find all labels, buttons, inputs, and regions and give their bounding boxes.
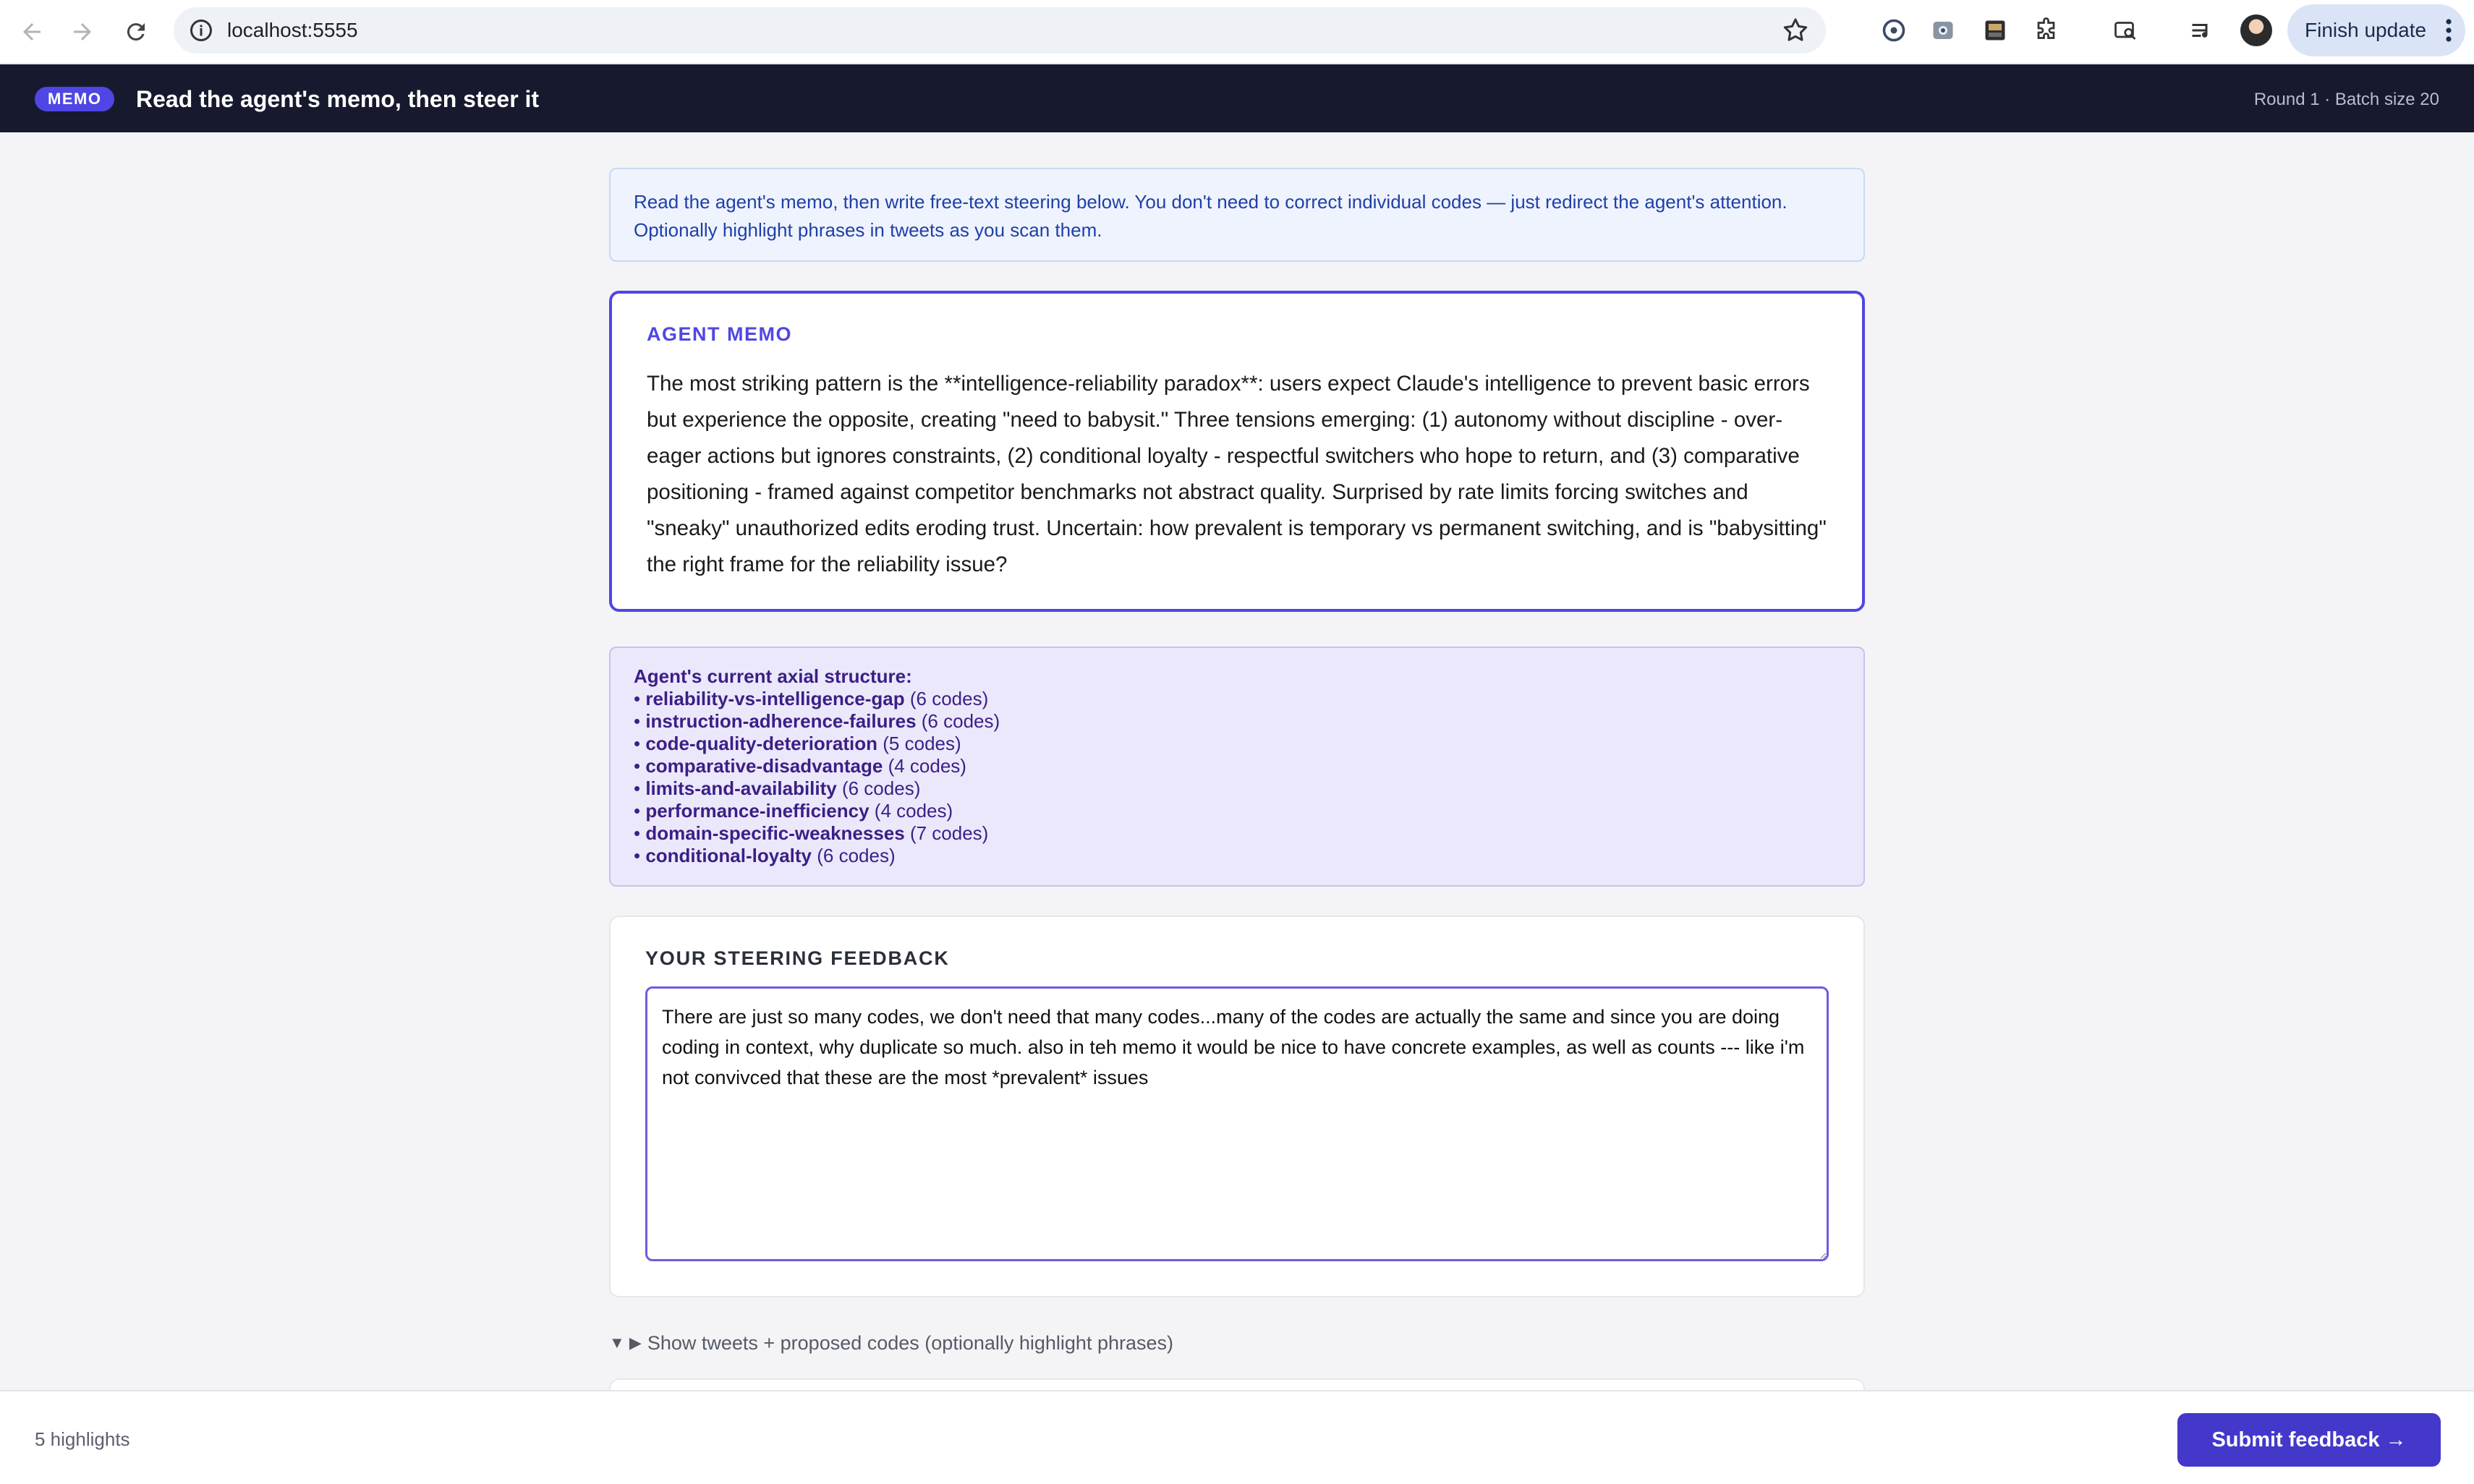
submit-feedback-button[interactable]: Submit feedback → <box>2177 1413 2441 1467</box>
footer-bar <box>0 1390 2474 1484</box>
axial-item-count: (7 codes) <box>909 822 989 844</box>
axial-item-name: instruction-adherence-failures <box>645 710 917 732</box>
page-title: Read the agent's memo, then steer it <box>136 86 540 112</box>
round-batch-info: Round 1 · Batch size 20 <box>2253 90 2439 109</box>
memo-badge: MEMO <box>35 87 114 111</box>
axial-item-name: performance-inefficiency <box>645 800 870 822</box>
axial-item-count: (5 codes) <box>883 733 961 754</box>
axial-item: • domain-specific-weaknesses (7 codes) <box>634 822 989 844</box>
app-header <box>0 64 2474 132</box>
browser-toolbar <box>0 0 2474 64</box>
axial-item: • reliability-vs-intelligence-gap (6 codes) <box>634 688 989 709</box>
axial-item-name: domain-specific-weaknesses <box>645 822 905 844</box>
reload-icon[interactable] <box>117 13 155 51</box>
steering-feedback-heading: YOUR STEERING FEEDBACK <box>645 947 950 969</box>
axial-item: • code-quality-deterioration (5 codes) <box>634 733 961 754</box>
steering-feedback-card <box>609 916 1865 1297</box>
disclosure-triangle-icon: ▼ ▶ <box>609 1334 642 1352</box>
show-tweets-label: Show tweets + proposed codes (optionally highlight phrases) <box>647 1332 1173 1354</box>
axial-item-count: (4 codes) <box>874 800 953 822</box>
axial-item-count: (4 codes) <box>888 755 966 777</box>
axial-item: • instruction-adherence-failures (6 codes) <box>634 710 1000 732</box>
bookmark-star-icon[interactable] <box>1781 16 1810 45</box>
extension-circle-icon[interactable] <box>1879 16 1908 45</box>
steering-feedback-textarea[interactable] <box>645 986 1829 1261</box>
agent-memo-heading: AGENT MEMO <box>647 323 792 345</box>
axial-item: • conditional-loyalty (6 codes) <box>634 845 896 866</box>
highlights-count: 5 highlights <box>35 1428 130 1450</box>
finish-update-label: Finish update <box>2305 19 2427 41</box>
forward-arrow-icon[interactable] <box>64 13 101 51</box>
axial-structure-heading: Agent's current axial structure: <box>634 665 912 687</box>
profile-avatar[interactable] <box>2240 14 2272 46</box>
media-queue-icon[interactable] <box>2188 16 2216 45</box>
instruction-text: Read the agent's memo, then write free-text steering below. You don't need to correct individual codes — just redirect the agent's attention. Optionally highlight phrases in tweets as you scan them. <box>634 191 1788 241</box>
show-tweets-toggle[interactable] <box>609 1331 1173 1355</box>
url-text[interactable]: localhost:5555 <box>227 19 358 41</box>
tab-search-icon[interactable] <box>2111 16 2140 45</box>
axial-item-name: reliability-vs-intelligence-gap <box>645 688 905 709</box>
agent-memo-card <box>609 291 1865 612</box>
axial-item-name: code-quality-deterioration <box>645 733 878 754</box>
axial-item-count: (6 codes) <box>909 688 989 709</box>
axial-item-count: (6 codes) <box>921 710 1000 732</box>
axial-item: • comparative-disadvantage (4 codes) <box>634 755 966 777</box>
address-bar[interactable] <box>174 7 1826 54</box>
axial-item-name: limits-and-availability <box>645 777 837 799</box>
extensions-puzzle-icon[interactable] <box>2033 16 2062 45</box>
axial-structure-panel <box>609 647 1865 887</box>
back-arrow-icon[interactable] <box>13 13 51 51</box>
axial-item: • limits-and-availability (6 codes) <box>634 777 921 799</box>
axial-item-name: comparative-disadvantage <box>645 755 883 777</box>
site-info-icon[interactable] <box>188 17 214 43</box>
axial-item-count: (6 codes) <box>841 777 921 799</box>
axial-item-count: (6 codes) <box>817 845 896 866</box>
finish-update-button[interactable] <box>2287 4 2465 56</box>
axial-item-name: conditional-loyalty <box>645 845 812 866</box>
instruction-banner <box>609 168 1865 262</box>
axial-item: • performance-inefficiency (4 codes) <box>634 800 953 822</box>
kebab-menu-icon[interactable] <box>2445 17 2452 43</box>
agent-memo-text: The most striking pattern is the **intelligence-reliability paradox**: users expect Claude's intelligence to prevent basic errors but experience the opposite, creating "need to babysit." Three tensions emerging: (1) autonomy without discipline - over-eager actions but ignores constraints, (2) conditional loyalty - respectful switchers who hope to return, and (3) comparative positioning - framed against competitor benchmarks not abstract quality. Surprised by rate limits forcing switches and "sneaky" unauthorized edits eroding trust. Uncertain: how prevalent is temporary vs permanent switching, and is "babysitting" the right frame for the reliability issue? <box>647 372 1827 576</box>
extension-image-icon[interactable] <box>1981 16 2010 45</box>
extension-eye-icon[interactable] <box>1929 16 1957 45</box>
